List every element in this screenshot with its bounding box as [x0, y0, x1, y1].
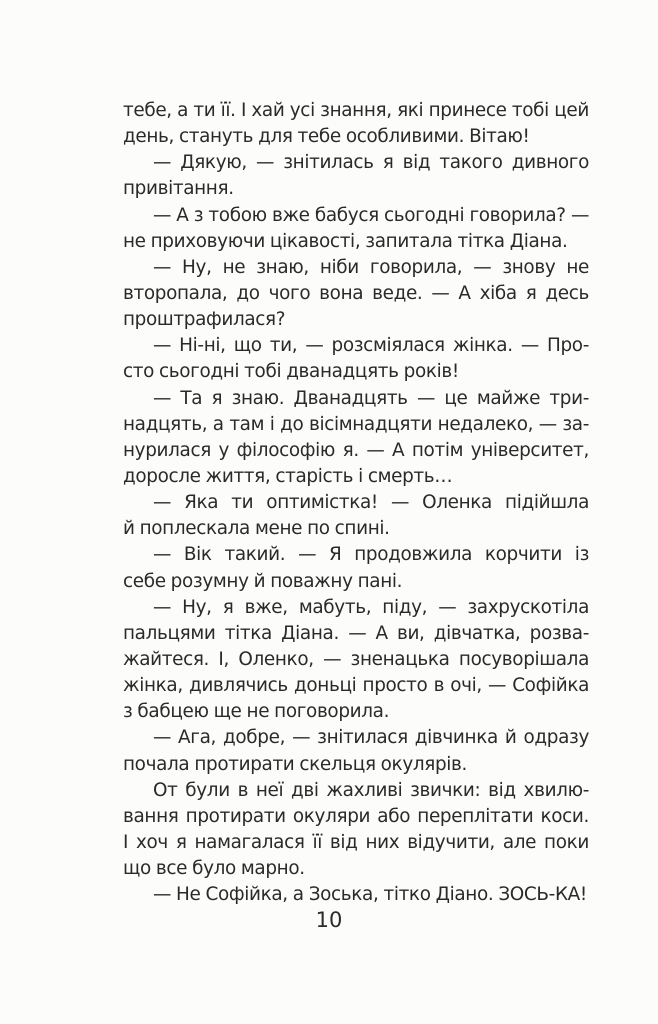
text-line: проштрафилася?: [123, 309, 286, 331]
text-line: — Ну, я вже, мабуть, піду, — захрускотіла: [153, 596, 589, 618]
text-line: — Ні-ні, що ти, — розсміялася жінка. — Про-: [153, 335, 589, 357]
text-line: второпала, до чого вона веде. — А хіба я десь: [123, 282, 589, 304]
text-line: й поплескала мене по спині.: [123, 518, 390, 540]
text-line: От були в неї дві жахливі звички: від хвилю-: [153, 779, 589, 801]
body-text: [123, 98, 589, 908]
text-line: — А з тобою вже бабуся сьогодні говорила? —: [153, 204, 589, 226]
text-line: привітання.: [123, 178, 234, 200]
text-line: — Ну, не знаю, ніби говорила, — знову не: [153, 256, 589, 278]
text-line: нурилася у філософію я. — А потім університет,: [123, 439, 589, 461]
book-page-body: [123, 98, 589, 908]
text-line: з бабцею ще не поговорила.: [123, 701, 390, 723]
text-line: — Ага, добре, — знітилася дівчинка й одразу: [153, 727, 589, 749]
text-line: — Вік такий. — Я продовжила корчити із: [153, 544, 589, 566]
text-line: вання протирати окуляри або переплітати коси.: [123, 805, 589, 827]
text-line: себе розумну й поважну пані.: [123, 570, 403, 592]
text-line: — Та я знаю. Дванадцять — це майже три-: [153, 387, 589, 409]
text-line: надцять, а там і до вісімнадцяти недалеко, — за-: [123, 413, 589, 435]
text-line: пальцями тітка Діана. — А ви, дівчатка, розва-: [123, 622, 589, 644]
text-line: день, стануть для тебе особливими. Вітаю!: [123, 126, 530, 148]
text-line: що все було марно.: [123, 858, 305, 880]
text-line: жайтеся. І, Оленко, — зненацька посуворішала: [123, 648, 589, 670]
text-line: жінка, дивлячись доньці просто в очі, — Софійка: [123, 675, 589, 697]
text-line: сто сьогодні тобі дванадцять років!: [123, 361, 459, 383]
text-line: тебе, а ти її. І хай усі знання, які принесе тобі цей: [123, 100, 589, 121]
page-number: 10: [315, 908, 343, 932]
text-line: не приховуючи цікавості, запитала тітка Діана.: [123, 230, 568, 252]
text-line: — Не Софійка, а Зоська, тітко Діано. ЗОСЬ-КА!: [153, 884, 587, 906]
text-line: доросле життя, старість і смерть…: [123, 465, 453, 487]
text-line: І хоч я намагалася її від них відучити, але поки: [123, 831, 589, 853]
text-line: — Дякую, — знітилась я від такого дивного: [153, 152, 589, 174]
text-line: почала протирати скельця окулярів.: [123, 753, 468, 775]
text-line: — Яка ти оптимістка! — Оленка підійшла: [153, 492, 589, 514]
